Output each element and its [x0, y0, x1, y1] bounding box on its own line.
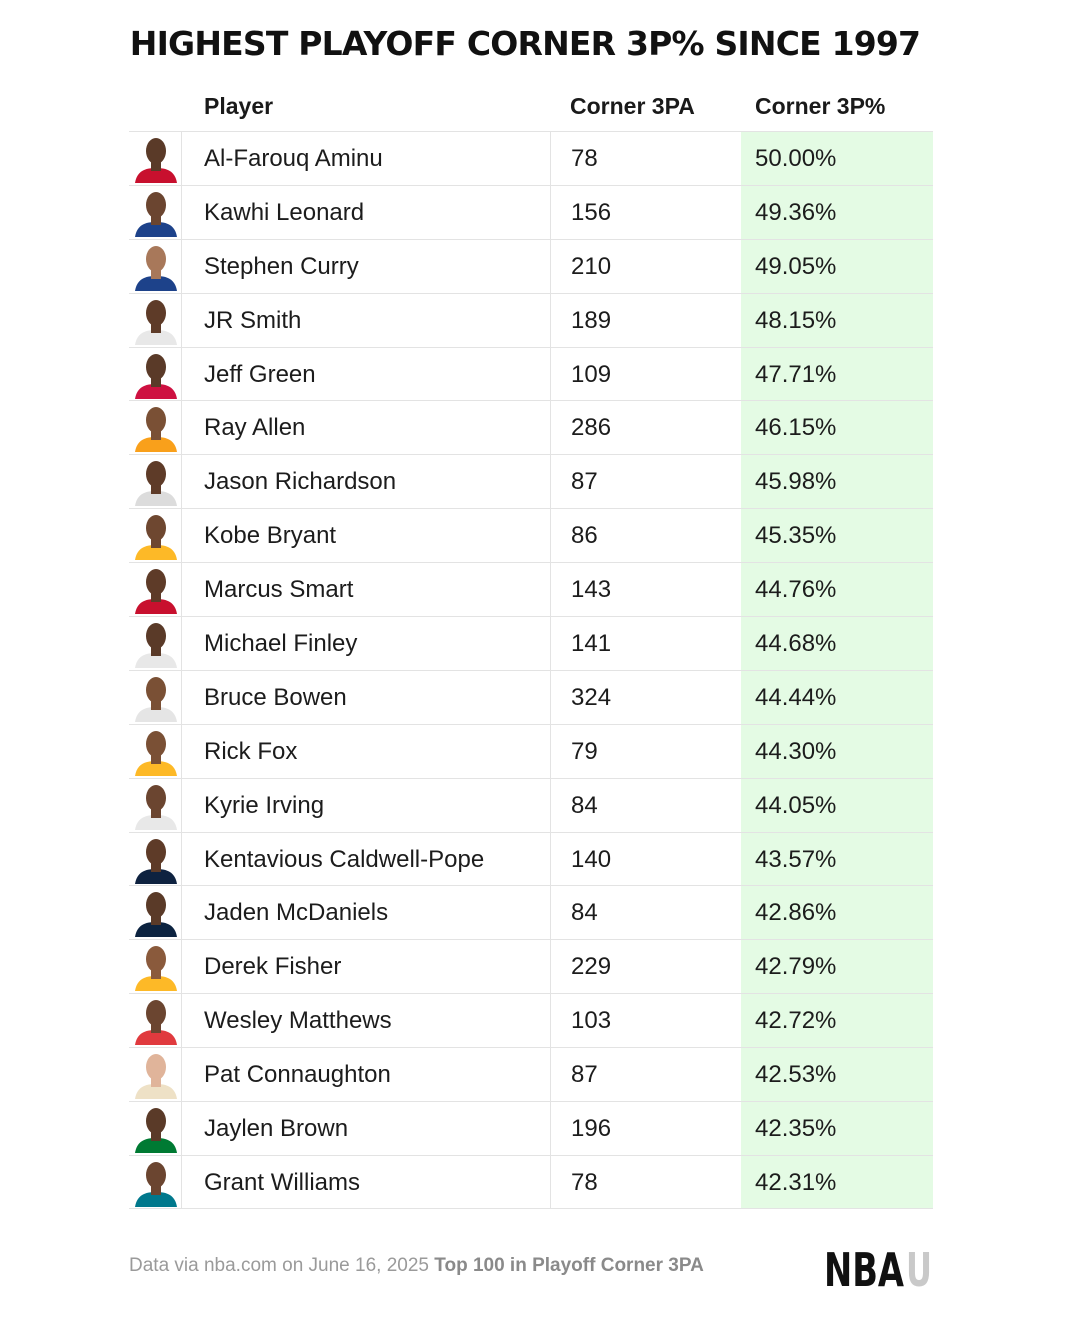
table-row — [129, 832, 933, 886]
player-photo-cell — [129, 886, 182, 939]
table-row — [129, 347, 933, 401]
table-row — [129, 885, 933, 939]
corner-3p-pct-value: 45.98% — [741, 455, 933, 508]
player-photo-cell — [129, 994, 182, 1047]
corner-3pa-value: 87 — [550, 1048, 741, 1101]
table-row — [129, 1101, 933, 1155]
corner-3p-pct-value: 47.71% — [741, 348, 933, 401]
logo-text-accent: U — [906, 1243, 932, 1292]
player-name: Jaylen Brown — [204, 1115, 349, 1143]
nbau-logo — [824, 1240, 934, 1292]
corner-3pa-value: 84 — [550, 779, 741, 832]
player-headshot-icon — [133, 1105, 179, 1153]
player-headshot-icon — [133, 782, 179, 830]
player-photo-cell — [129, 779, 182, 832]
player-photo-cell — [129, 1156, 182, 1208]
table-row — [129, 562, 933, 616]
player-headshot-icon — [133, 674, 179, 722]
head-shape — [146, 946, 166, 972]
corner-3p-pct-value: 42.79% — [741, 940, 933, 993]
player-photo-cell — [129, 563, 182, 616]
footer-source: Data via nba.com on June 16, 2025 — [129, 1255, 429, 1276]
player-name: Stephen Curry — [204, 252, 359, 280]
player-headshot-icon — [133, 135, 179, 183]
player-name: Bruce Bowen — [204, 683, 347, 711]
player-name: Marcus Smart — [204, 576, 354, 604]
corner-3p-pct-value: 43.57% — [741, 833, 933, 886]
corner-3p-pct-value: 44.68% — [741, 617, 933, 670]
corner-3p-pct-value: 45.35% — [741, 509, 933, 562]
player-headshot-icon — [133, 458, 179, 506]
corner-3pa-value: 196 — [550, 1102, 741, 1155]
head-shape — [146, 839, 166, 865]
corner-3pa-value: 109 — [550, 348, 741, 401]
player-photo-cell — [129, 348, 182, 401]
head-shape — [146, 300, 166, 326]
player-photo-cell — [129, 617, 182, 670]
player-name: Wesley Matthews — [204, 1007, 392, 1035]
player-headshot-icon — [133, 728, 179, 776]
corner-3p-pct-value: 50.00% — [741, 132, 933, 185]
stats-table — [129, 131, 933, 1209]
table-row — [129, 993, 933, 1047]
table-row — [129, 670, 933, 724]
head-shape — [146, 1108, 166, 1134]
player-name: Jason Richardson — [204, 468, 397, 496]
corner-3pa-value: 156 — [550, 186, 741, 239]
player-name: Derek Fisher — [204, 953, 342, 981]
player-photo-cell — [129, 1048, 182, 1101]
corner-3pa-value: 210 — [550, 240, 741, 293]
corner-3pa-value: 141 — [550, 617, 741, 670]
player-name: Pat Connaughton — [204, 1061, 391, 1089]
column-header-corner-3p-pct: Corner 3P% — [755, 93, 886, 119]
corner-3pa-value: 84 — [550, 886, 741, 939]
head-shape — [146, 1162, 166, 1188]
player-headshot-icon — [133, 404, 179, 452]
corner-3pa-value: 78 — [550, 132, 741, 185]
table-row — [129, 616, 933, 670]
player-photo-cell — [129, 671, 182, 724]
table-row — [129, 1047, 933, 1101]
player-headshot-icon — [133, 351, 179, 399]
corner-3pa-value: 189 — [550, 294, 741, 347]
player-photo-cell — [129, 1102, 182, 1155]
table-row — [129, 508, 933, 562]
player-headshot-icon — [133, 297, 179, 345]
table-row — [129, 454, 933, 508]
head-shape — [146, 515, 166, 541]
column-header-corner-3pa: Corner 3PA — [570, 93, 695, 119]
head-shape — [146, 731, 166, 757]
head-shape — [146, 138, 166, 164]
table-row — [129, 239, 933, 293]
player-photo-cell — [129, 294, 182, 347]
table-row — [129, 778, 933, 832]
player-name: Kobe Bryant — [204, 522, 337, 550]
player-name: Al-Farouq Aminu — [204, 145, 383, 172]
table-row — [129, 185, 933, 239]
player-photo-cell — [129, 940, 182, 993]
corner-3p-pct-value: 44.76% — [741, 563, 933, 616]
corner-3p-pct-value: 44.05% — [741, 779, 933, 832]
player-name: JR Smith — [204, 306, 302, 334]
player-headshot-icon — [133, 189, 179, 237]
footer-qualifier: Top 100 in Playoff Corner 3PA — [434, 1255, 704, 1276]
player-headshot-icon — [133, 889, 179, 937]
page-title: HIGHEST PLAYOFF CORNER 3P% SINCE 1997 — [129, 24, 921, 63]
player-photo-cell — [129, 509, 182, 562]
head-shape — [146, 461, 166, 487]
head-shape — [146, 623, 166, 649]
head-shape — [146, 1054, 166, 1080]
player-headshot-icon — [133, 943, 179, 991]
player-photo-cell — [129, 132, 182, 185]
corner-3p-pct-value: 48.15% — [741, 294, 933, 347]
table-row — [129, 131, 933, 185]
player-name: Michael Finley — [204, 630, 358, 658]
player-photo-cell — [129, 725, 182, 778]
corner-3p-pct-value: 42.86% — [741, 886, 933, 939]
head-shape — [146, 407, 166, 433]
corner-3p-pct-value: 42.53% — [741, 1048, 933, 1101]
corner-3p-pct-value: 44.30% — [741, 725, 933, 778]
column-header-player: Player — [204, 93, 274, 119]
player-photo-cell — [129, 833, 182, 886]
table-row — [129, 293, 933, 347]
corner-3pa-value: 140 — [550, 833, 741, 886]
player-headshot-icon — [133, 566, 179, 614]
player-name: Jaden McDaniels — [204, 899, 389, 927]
corner-3pa-value: 324 — [550, 671, 741, 724]
player-name: Kentavious Caldwell-Pope — [204, 845, 485, 873]
player-name: Grant Williams — [204, 1168, 361, 1196]
player-headshot-icon — [133, 997, 179, 1045]
corner-3pa-value: 87 — [550, 455, 741, 508]
player-headshot-icon — [133, 243, 179, 291]
corner-3pa-value: 86 — [550, 509, 741, 562]
head-shape — [146, 785, 166, 811]
corner-3p-pct-value: 49.05% — [741, 240, 933, 293]
head-shape — [146, 1000, 166, 1026]
head-shape — [146, 569, 166, 595]
player-headshot-icon — [133, 512, 179, 560]
player-photo-cell — [129, 455, 182, 508]
corner-3pa-value: 229 — [550, 940, 741, 993]
corner-3p-pct-value: 44.44% — [741, 671, 933, 724]
head-shape — [146, 246, 166, 272]
player-photo-cell — [129, 186, 182, 239]
player-name: Kawhi Leonard — [204, 198, 365, 226]
corner-3p-pct-value: 42.31% — [741, 1156, 933, 1208]
corner-3pa-value: 78 — [550, 1156, 741, 1208]
player-name: Ray Allen — [204, 414, 306, 442]
player-headshot-icon — [133, 1159, 179, 1207]
corner-3pa-value: 79 — [550, 725, 741, 778]
player-headshot-icon — [133, 620, 179, 668]
player-name: Jeff Green — [204, 360, 316, 388]
head-shape — [146, 677, 166, 703]
corner-3p-pct-value: 42.35% — [741, 1102, 933, 1155]
player-name: Kyrie Irving — [204, 791, 325, 819]
corner-3pa-value: 143 — [550, 563, 741, 616]
corner-3p-pct-value: 46.15% — [741, 401, 933, 454]
head-shape — [146, 192, 166, 218]
head-shape — [146, 892, 166, 918]
logo-text-main: NBA — [824, 1243, 905, 1292]
player-photo-cell — [129, 401, 182, 454]
corner-3p-pct-value: 42.72% — [741, 994, 933, 1047]
corner-3pa-value: 286 — [550, 401, 741, 454]
table-row — [129, 1155, 933, 1209]
head-shape — [146, 354, 166, 380]
player-headshot-icon — [133, 836, 179, 884]
corner-3p-pct-value: 49.36% — [741, 186, 933, 239]
player-photo-cell — [129, 240, 182, 293]
footer-note — [129, 1255, 704, 1277]
player-name: Rick Fox — [204, 737, 298, 765]
corner-3pa-value: 103 — [550, 994, 741, 1047]
table-row — [129, 724, 933, 778]
player-headshot-icon — [133, 1051, 179, 1099]
table-row — [129, 400, 933, 454]
table-row — [129, 939, 933, 993]
